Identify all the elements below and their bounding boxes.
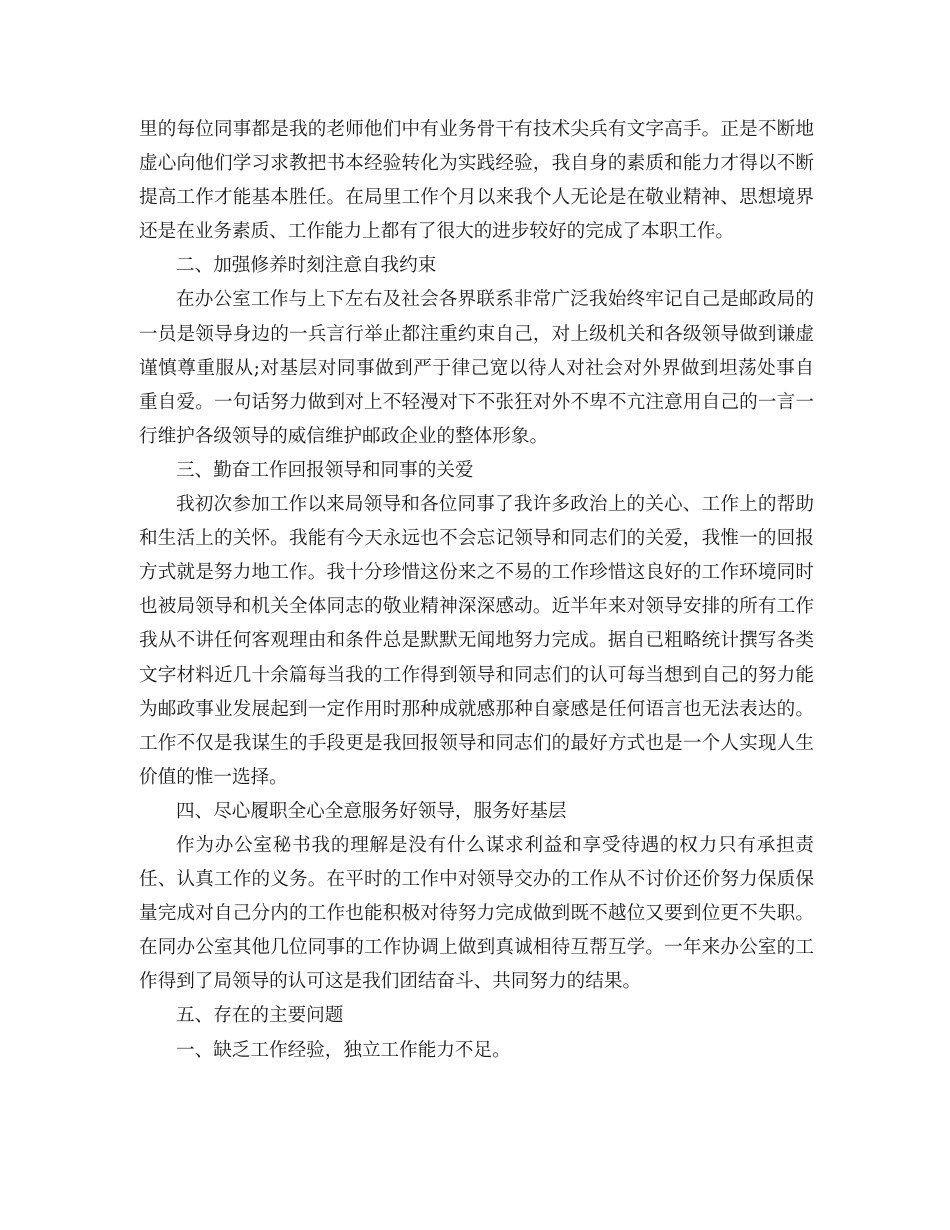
paragraph: 在办公室工作与上下左右及社会各界联系非常广泛我始终牢记自己是邮政局的一员是领导身边的一兵言行举止都注重约束自己，对上级机关和各级领导做到谦虚谨慎尊重服从;对基层对同事做到严于律己宽以待人对社会对外界做到坦荡处事自重自爱。一句话努力做到对上不轻漫对下不张狂对外不卑不亢注意用自己的一言一行维护各级领导的威信维护邮政企业的整体形象。 xyxy=(139,289,814,447)
paragraph: 作为办公室秘书我的理解是没有什么谋求利益和享受待遇的权力只有承担责任、认真工作的义务。在平时的工作中对领导交办的工作从不讨价还价努力保质保量完成对自己分内的工作也能积极对待努力完成做到既不越位又要到位更不失职。在同办公室其他几位同事的工作协调上做到真诚相待互帮互学。一年来办公室的工作得到了局领导的认可这是我们团结奋斗、共同努力的结果。 xyxy=(139,834,814,993)
paragraph: 一、缺乏工作经验，独立工作能力不足。 xyxy=(176,1039,511,1061)
paragraph: 里的每位同事都是我的老师他们中有业务骨干有技术尖兵有文字高手。正是不断地虚心向他们学习求教把书本经验转化为实践经验，我自身的素质和能力才得以不断提高工作才能基本胜任。在局里工作个月以来我个人无论是在敬业精神、思想境界还是在业务素质、工作能力上都有了很大的进步较好的完成了本职工作。 xyxy=(139,119,814,243)
section-heading: 四、尽心履职全心全意服务好领导，服务好基层 xyxy=(176,800,567,822)
section-heading: 三、勤奋工作回报领导和同事的关爱 xyxy=(176,459,474,481)
section-heading: 二、加强修养时刻注意自我约束 xyxy=(176,255,437,277)
section-heading: 五、存在的主要问题 xyxy=(176,1005,344,1027)
document-body xyxy=(139,113,814,1068)
paragraph: 我初次参加工作以来局领导和各位同事了我许多政治上的关心、工作上的帮助和生活上的关怀。我能有今天永远也不会忘记领导和同志们的关爱，我惟一的回报方式就是努力地工作。我十分珍惜这份来之不易的工作珍惜这良好的工作环境同时也被局领导和机关全体同志的敬业精神深深感动。近半年来对领导安排的所有工作我从不讲任何客观理由和条件总是默默无闻地努力完成。据自已粗略统计撰写各类文字材料近几十余篇每当我的工作得到领导和同志们的认可每当想到自己的努力能为邮政事业发展起到一定作用时那种成就感那种自豪感是任何语言也无法表达的。工作不仅是我谋生的手段更是我回报领导和同志们的最好方式也是一个人实现人生价值的惟一选择。 xyxy=(139,494,814,788)
